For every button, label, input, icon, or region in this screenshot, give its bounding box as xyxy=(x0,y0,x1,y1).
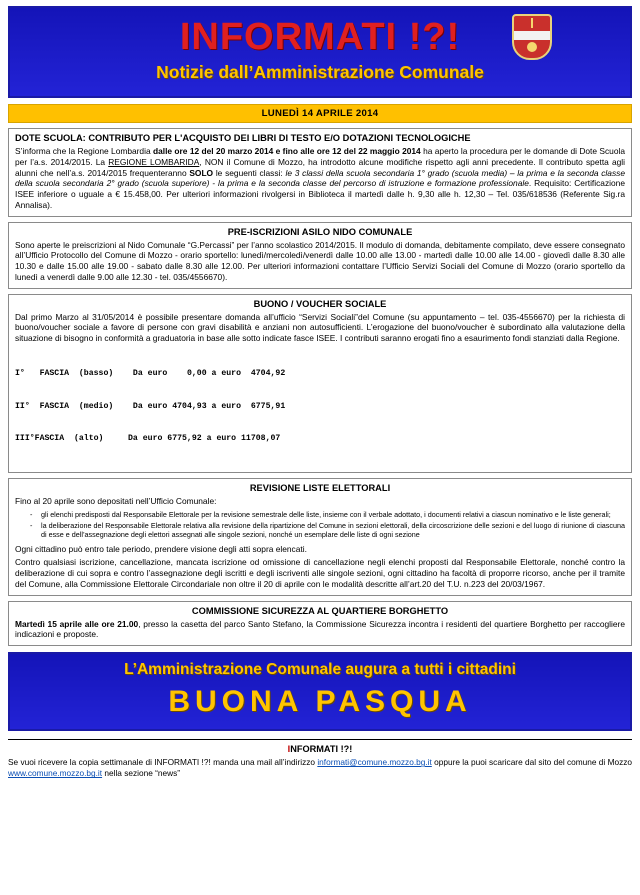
section-body-2: Contro qualsiasi iscrizione, cancellazione, mancata iscrizione od omissione di cancellazione negli elenchi proposti dal Responsabile Elettorale, nonché contro la deliberazione di cui sopra e contro l’assegnazione degli iscritti e degli iscriventi alle singole sezioni, ogni cittadino ha facoltà di proporre ricorso, anche per il tramite del Comune, alla Commissione Elettorale Circondariale non oltre il 20 di aprile con le modalità descritte all’art.20 del T.U. n.223 del 20/03/1967. xyxy=(15,557,625,589)
list-item: - gli elenchi predisposti dal Responsabile Elettorale per la revisione semestrale delle liste, insieme con il verbale adottato, i documenti relativi a ciascun nominativo e le liste generali; xyxy=(41,510,625,519)
section-body: Martedì 15 aprile alle ore 21.00, presso la casetta del parco Santo Stefano, la Commissione Sicurezza incontra i residenti del quartiere Borghetto per raccogliere indicazioni e proposte. xyxy=(15,618,625,640)
section-buono-voucher xyxy=(8,294,632,473)
section-body: Dal primo Marzo al 31/05/2014 è possibile presentare domanda all’ufficio “Servizi Sociali”del Comune (su appuntamento – tel. 035-4556670) per la richiesta di buono/voucher sociale a favore di persone con gravi disabilità e anziani non autosufficienti. L’erogazione del buono/voucher è subordinato alla valutazione della situazione di bisogno in conformità a graduatoria in base alle sotto indicate fasce ISEE. I contributi saranno erogati fino a esaurimento fondi stanziati dalla Regione. xyxy=(15,311,625,343)
masthead-title: INFORMATI !?! xyxy=(179,16,461,58)
section-asilo-nido xyxy=(8,222,632,289)
easter-headline: BUONA PASQUA xyxy=(168,685,472,719)
easter-banner xyxy=(8,652,632,731)
section-title: REVISIONE LISTE ELETTORALI xyxy=(249,482,391,493)
section-commissione-sicurezza xyxy=(8,601,632,647)
section-title: COMMISSIONE SICUREZZA AL QUARTIERE BORGHETTO xyxy=(191,605,449,616)
section-liste-elettorali xyxy=(8,478,632,596)
footer-title-prefix: I xyxy=(287,744,291,755)
easter-greeting-line: L’Amministrazione Comunale augura a tutti i cittadini xyxy=(124,661,516,679)
masthead-subtitle: Notizie dall’Amministrazione Comunale xyxy=(156,62,484,82)
section-title: DOTE SCUOLA: CONTRIBUTO PER L'ACQUISTO DEI LIBRI DI TESTO E/O DOTAZIONI TECNOLOGICHE xyxy=(15,133,471,143)
footer xyxy=(8,739,632,779)
footer-text xyxy=(8,757,632,779)
section-title: PRE-ISCRIZIONI ASILO NIDO COMUNALE xyxy=(227,226,413,237)
bullet-list xyxy=(15,510,625,540)
list-item: - la deliberazione del Responsabile Elettorale relativa alla revisione della ripartizione del Comune in sezioni elettorali, della circoscrizione delle sezioni e del luogo di riunione di ciascuna di esse e dell’assegnazione degli elettori assegnati alle singole sezioni, nonché un esemplare delle liste di ogni sezione xyxy=(41,521,625,540)
section-dote-scuola xyxy=(8,128,632,217)
section-body: S’informa che la Regione Lombardia dalle ore 12 del 20 marzo 2014 e fino alle ore 12 del 22 maggio 2014 ha aperto la procedura per le domande di Dote Scuola per l’a.s. 2014/2015. La REGIONE LOMBARIDA, NON il Comune di Mozzo, ha introdotto alcune modifiche rispetto agli anni precedente. Il contributo spetta agli alunni che nell’a.s. 2014/2015 frequenteranno SOLO le seguenti classi: le 3 classi della scuola secondaria 1° grado (scuola media) – la prima e la seconda classe della scuola secondaria 2° grado (scuola superiore) - la prima e la seconda classe del percorso di istruzione e formazione professionale. Requisito: Certificazione ISEE inferiore o uguale a € 15.458,00. Per ulteriori informazioni rivolgersi in Biblioteca il martedì dalle h. 9,30 alle h. 12,30 – Tel. 035/618536 (Referente Sig.ra Annalisa). xyxy=(15,146,626,210)
footer-title xyxy=(8,744,632,754)
date-bar: LUNEDÌ 14 APRILE 2014 xyxy=(8,104,632,123)
fascia-row: III°FASCIA (alto) Da euro 6775,92 a euro 11708,07 xyxy=(15,434,281,444)
section-body: Ogni cittadino può entro tale periodo, prendere visione degli atti sopra elencati. xyxy=(15,543,307,554)
fascia-row: II° FASCIA (medio) Da euro 4704,93 a euro 6775,91 xyxy=(15,401,286,411)
footer-text-before: Se vuoi ricevere la copia settimanale di INFORMATI !?! manda una mail all’indirizzo xyxy=(8,757,318,768)
section-intro: Fino al 20 aprile sono depositati nell’Ufficio Comunale: xyxy=(15,495,217,506)
email-link[interactable]: informati@comune.mozzo.bg.it xyxy=(317,757,432,768)
footer-text-middle: oppure la puoi scaricare dal sito del comune di Mozzo xyxy=(431,757,633,768)
section-title: BUONO / VOUCHER SOCIALE xyxy=(253,298,387,309)
fascia-row: I° FASCIA (basso) Da euro 0,00 a euro 4704,92 xyxy=(15,369,286,379)
website-link[interactable]: www.comune.mozzo.bg.it xyxy=(8,768,103,779)
footer-text-after: nella sezione “news” xyxy=(102,768,181,779)
footer-title-main: NFORMATI !?! xyxy=(290,744,353,755)
fascia-table xyxy=(15,348,625,467)
section-body: Sono aperte le preiscrizioni al Nido Comunale “G.Percassi” per l’anno scolastico 2014/2015. Il modulo di domanda, debitamente compilato, deve essere consegnato all’Ufficio Protocollo del Comune di Mozzo - orario sportello: lunedì/mercoledì/venerdì dalle 10.00 alle 13.00 - martedì dalle 10.00 alle 14.00 - giovedì dalle 8.30 alle 10.30 e dalle 15.00 alle 19.00 - sabato dalle 8.30 alle 12.00. Per ulteriori informazioni contattare l’Ufficio Servizi Sociali del Comune di Mozzo (orario sportello da lunedì a venerdì dalle 9.00 alle 12.30 - tel. 035/4556670). xyxy=(15,239,625,282)
comune-crest-icon xyxy=(512,14,552,64)
masthead xyxy=(8,6,632,98)
